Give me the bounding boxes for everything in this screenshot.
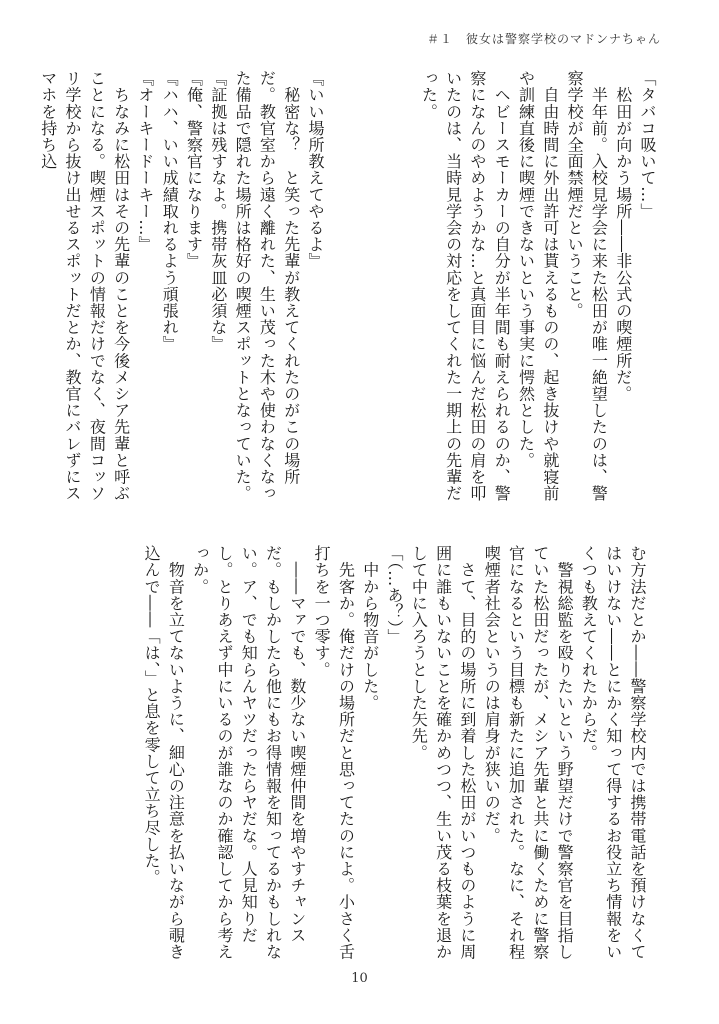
upper-text-right (323, 70, 659, 510)
paragraph: 『俺、警察官になります』 (184, 70, 204, 270)
paragraph: ヘビースモーカーの自分が半年間も耐えられるのか、警察になんのやめようかな…と真面目に悩んだ松田の肩を叩いたのは、当時見学会の対応をしてくれた一期上の先輩だった。 (419, 70, 512, 502)
paragraph: 松田が向かう場所――非公式の喫煙所だ。 (613, 70, 633, 402)
paragraph: 半年前。入校見学会に来た松田が唯一絶望したのは、警察学校が全面禁煙だということ。 (565, 70, 609, 502)
paragraph: 『ハハ、いい成績取れるよう頑張れ』 (160, 70, 180, 353)
paragraph: ちなみに松田はその先輩のことを今後メシア先輩と呼ぶことになる。喫煙スポットの情報だけでなく、夜間コッソリ学校から抜け出せるスポットだとか、教官にバレずにスマホを持ち込 (38, 70, 131, 502)
lower-text (142, 545, 649, 963)
paragraph: 『オーキードーキー…』 (135, 70, 155, 253)
page-number: 10 (351, 971, 368, 986)
paragraph: 警視総監を殴りたいという野望だけで警察官を目指していた松田だったが、メシア先輩と共に働くために警察官になるという目標も新たに追加された。なに、それ程喫煙者社会というのは肩身が狭いのだ。 (482, 545, 575, 960)
paragraph: む方法だとか――警察学校内では携帯電話を預けなくてはいけない――とにかく知って得するお役立ち情報をいくつも教えてくれたからだ。 (579, 545, 647, 960)
paragraph: 先客か。俺だけの場所だと思ってたのによ。小さく舌打ちを一つ零す。 (312, 545, 356, 960)
paragraph: 自由時間に外出許可は貰えるものの、起き抜けや就寝前や訓練直後に喫煙できないという事実に愕然とした。 (516, 70, 560, 502)
paragraph: 「（…あ？）」 (385, 545, 405, 646)
paragraph: 『いい場所教えてやるよ』 (306, 70, 325, 270)
paragraph: ――マァでも、数少ない喫煙仲間を増やすチャンスだ。もしかしたら他にもお得情報を知ってるかもしれない。ア、でも知らんヤツだったらヤだな。人見知りだし。とりあえず中にいるのが誰なのか確認してから考えっか。 (190, 545, 307, 960)
paragraph: 物音を立てないように、細心の注意を払いながら覗き込んで――「は、」と息を零して立ち尽した。 (142, 545, 186, 960)
paragraph: 中から物音がした。 (360, 545, 380, 711)
paragraph: 「タバコ吸いて…」 (638, 70, 657, 220)
paragraph: さて、目的の場所に到着した松田がいつものように周囲に誰もいないことを確かめつつ、生い茂る枝葉を退かして中に入ろうとした矢先。 (409, 545, 477, 960)
paragraph: 秘密な？ と笑った先輩が教えてくれたのがこの場所だ。教官室から遠く離れた、生い茂った木や使わなくなった備品で隠れた場所は格好の喫煙スポットとなっていた。 (233, 70, 301, 502)
paragraph: 『証拠は残すなよ。携帯灰皿必須な』 (208, 70, 228, 353)
upper-text-left (38, 70, 327, 510)
running-header: ＃１ 彼女は警察学校のマドンナちゃん (426, 32, 661, 46)
